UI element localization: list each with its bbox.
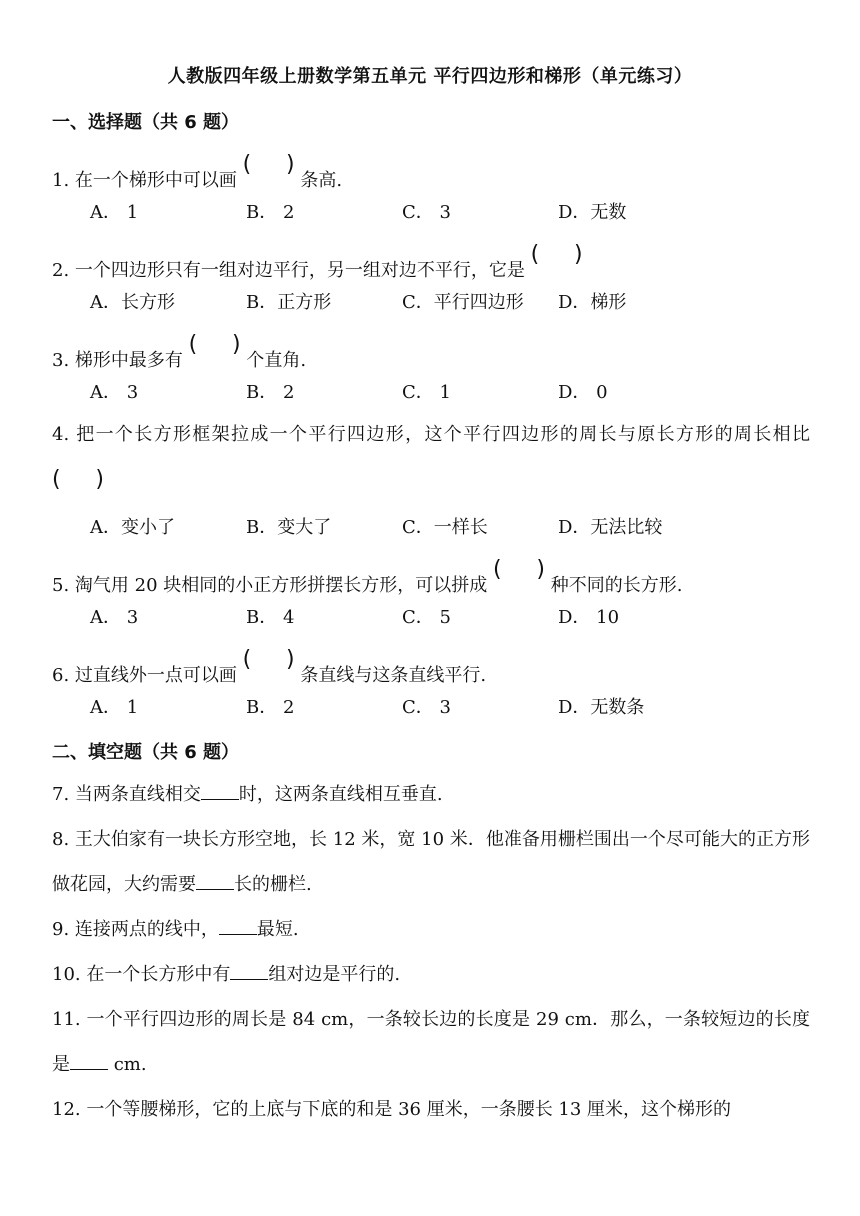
- answer-parentheses[interactable]: ( ): [492, 557, 545, 582]
- question-text-tail: 长的栅栏.: [234, 874, 312, 895]
- question-text: 10. 在一个长方形中有: [52, 964, 231, 985]
- question-text: 1. 在一个梯形中可以画: [52, 170, 237, 191]
- option-b[interactable]: B．正方形: [246, 292, 332, 313]
- question-7: [52, 772, 810, 817]
- question-text: 7. 当两条直线相交: [52, 784, 201, 805]
- question-text-tail: 条直线与这条直线平行.: [300, 665, 487, 686]
- answer-blank[interactable]: [201, 783, 239, 800]
- option-d[interactable]: D． 0: [558, 382, 608, 403]
- question-text-tail: 个直角.: [246, 350, 307, 371]
- answer-parentheses[interactable]: ( ): [52, 467, 104, 492]
- option-b[interactable]: B． 2: [246, 382, 295, 403]
- option-c[interactable]: C． 3: [402, 697, 451, 718]
- question-text-tail: 最短.: [256, 919, 299, 940]
- question-10: [52, 952, 810, 997]
- answer-parentheses[interactable]: ( ): [188, 332, 241, 357]
- option-c[interactable]: C． 5: [402, 607, 451, 628]
- option-d[interactable]: D．无法比较: [558, 517, 663, 538]
- question-text: 11. 一个平行四边形的周长是 84 cm，一条较长边的长度是 29 cm．那么，一条较短边的长度是: [52, 1009, 810, 1075]
- page-title: 人教版四年级上册数学第五单元 平行四边形和梯形（单元练习）: [167, 66, 693, 87]
- option-c[interactable]: C．一样长: [402, 517, 488, 538]
- option-d[interactable]: D．无数: [558, 202, 627, 223]
- option-c[interactable]: C． 1: [402, 382, 451, 403]
- question-text: 8. 王大伯家有一块长方形空地，长 12 米，宽 10 米．他准备用栅栏围出一个尽可能大的正方形做花园，大约需要: [52, 829, 810, 895]
- answer-parentheses[interactable]: ( ): [242, 647, 295, 672]
- question-12: [52, 1087, 810, 1132]
- question-text: 6. 过直线外一点可以画: [52, 665, 237, 686]
- option-b[interactable]: B． 4: [246, 607, 295, 628]
- section-heading-choice: 一、选择题（共 6 题）: [52, 112, 240, 133]
- option-c[interactable]: C．平行四边形: [402, 292, 524, 313]
- question-6: [52, 637, 810, 698]
- question-4: [52, 412, 810, 518]
- option-d[interactable]: D．无数条: [558, 697, 645, 718]
- option-b[interactable]: B． 2: [246, 202, 295, 223]
- question-text: 9. 连接两点的线中，: [52, 919, 219, 940]
- answer-parentheses[interactable]: ( ): [530, 242, 583, 267]
- answer-blank[interactable]: [219, 918, 257, 935]
- answer-parentheses[interactable]: ( ): [242, 152, 295, 177]
- question-text-tail: cm.: [108, 1054, 147, 1075]
- option-d[interactable]: D． 10: [558, 607, 620, 628]
- question-11: [52, 997, 810, 1087]
- question-text: 3. 梯形中最多有: [52, 350, 183, 371]
- option-a[interactable]: A．长方形: [90, 292, 175, 313]
- option-a[interactable]: A．变小了: [90, 517, 175, 538]
- section-heading-fill: 二、填空题（共 6 题）: [52, 742, 240, 763]
- option-c[interactable]: C． 3: [402, 202, 451, 223]
- answer-blank[interactable]: [196, 873, 234, 890]
- option-a[interactable]: A． 3: [90, 607, 139, 628]
- option-d[interactable]: D．梯形: [558, 292, 627, 313]
- question-9: [52, 907, 810, 952]
- option-b[interactable]: B． 2: [246, 697, 295, 718]
- question-3: [52, 322, 810, 383]
- question-2: [52, 232, 810, 293]
- option-b[interactable]: B．变大了: [246, 517, 332, 538]
- question-5: [52, 547, 810, 608]
- answer-blank[interactable]: [70, 1053, 108, 1070]
- question-text-tail: 条高.: [300, 170, 343, 191]
- option-a[interactable]: A． 1: [90, 202, 139, 223]
- question-text-tail: 组对边是平行的.: [268, 964, 401, 985]
- question-text-tail: 时，这两条直线相互垂直.: [238, 784, 443, 805]
- option-a[interactable]: A． 3: [90, 382, 139, 403]
- question-text: 5. 淘气用 20 块相同的小正方形拼摆长方形，可以拼成: [52, 575, 488, 596]
- answer-blank[interactable]: [230, 963, 268, 980]
- question-text: 12. 一个等腰梯形，它的上底与下底的和是 36 厘米，一条腰长 13 厘米，这个梯形的: [52, 1099, 732, 1120]
- question-text: 2. 一个四边形只有一组对边平行，另一组对边不平行，它是: [52, 260, 525, 281]
- question-text: 4. 把一个长方形框架拉成一个平行四边形，这个平行四边形的周长与原长方形的周长相比: [52, 424, 810, 445]
- option-a[interactable]: A． 1: [90, 697, 139, 718]
- question-1: [52, 142, 810, 203]
- question-text-tail: 种不同的长方形.: [550, 575, 683, 596]
- question-8: [52, 817, 810, 907]
